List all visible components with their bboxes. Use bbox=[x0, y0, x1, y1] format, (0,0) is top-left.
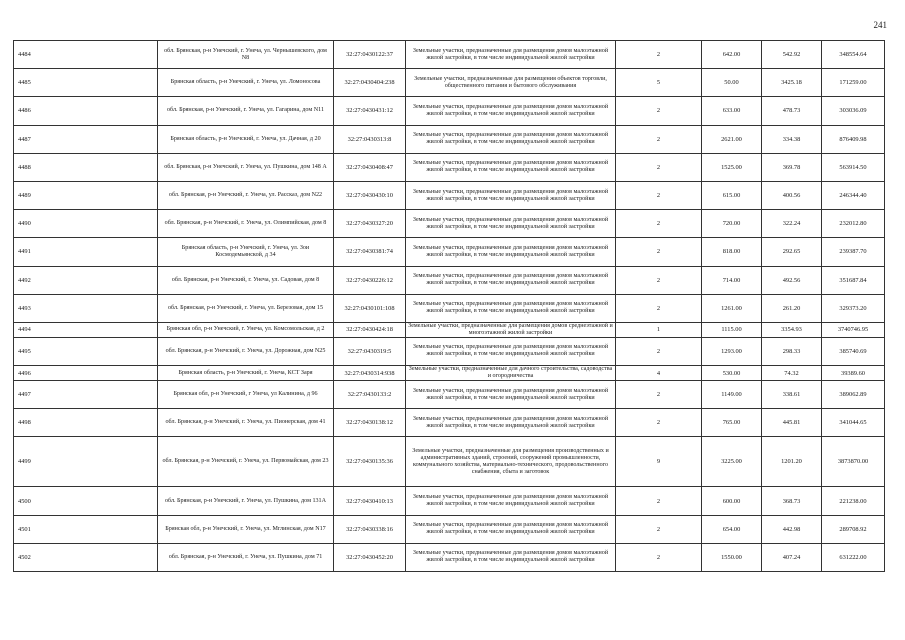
rate-cell: 492.56 bbox=[762, 266, 822, 294]
table-row bbox=[14, 366, 885, 381]
group-cell: 4 bbox=[616, 366, 702, 381]
area-cell: 2621.00 bbox=[702, 125, 762, 153]
row-number: 4500 bbox=[14, 487, 158, 515]
group-cell: 5 bbox=[616, 69, 702, 97]
rate-cell: 368.73 bbox=[762, 487, 822, 515]
value-cell: 289708.92 bbox=[822, 515, 885, 543]
cadastral-number-cell: 32:27:0430135:36 bbox=[334, 437, 406, 487]
group-cell: 1 bbox=[616, 322, 702, 337]
row-number: 4492 bbox=[14, 266, 158, 294]
table-row bbox=[14, 69, 885, 97]
value-cell: 348554.64 bbox=[822, 41, 885, 69]
value-cell: 385740.69 bbox=[822, 337, 885, 365]
land-use-cell: Земельные участки, предназначенные для размещения домов малоэтажной жилой застройки, в том числе индивидуальной жилой застройки bbox=[406, 543, 616, 571]
value-cell: 39389.60 bbox=[822, 366, 885, 381]
rate-cell: 261.20 bbox=[762, 294, 822, 322]
area-cell: 50.00 bbox=[702, 69, 762, 97]
value-cell: 3740746.95 bbox=[822, 322, 885, 337]
area-cell: 1115.00 bbox=[702, 322, 762, 337]
address-cell: обл. Брянская, р-н Унечский, г. Унеча, ул. Гагарина, дом N11 bbox=[158, 97, 334, 125]
value-cell: 876409.98 bbox=[822, 125, 885, 153]
rate-cell: 322.24 bbox=[762, 210, 822, 238]
address-cell: обл. Брянская, р-н Унечский, г. Унеча, ул. Олимпийская, дом 8 bbox=[158, 210, 334, 238]
cadastral-value-table bbox=[13, 40, 885, 572]
land-use-cell: Земельные участки, предназначенные для размещения домов малоэтажной жилой застройки, в том числе индивидуальной жилой застройки bbox=[406, 153, 616, 181]
area-cell: 818.00 bbox=[702, 238, 762, 266]
value-cell: 221238.00 bbox=[822, 487, 885, 515]
table-row bbox=[14, 41, 885, 69]
table-row bbox=[14, 337, 885, 365]
row-number: 4488 bbox=[14, 153, 158, 181]
value-cell: 239387.70 bbox=[822, 238, 885, 266]
rate-cell: 442.98 bbox=[762, 515, 822, 543]
land-use-cell: Земельные участки, предназначенные для размещения домов малоэтажной жилой застройки, в том числе индивидуальной жилой застройки bbox=[406, 97, 616, 125]
group-cell: 2 bbox=[616, 409, 702, 437]
table-row bbox=[14, 266, 885, 294]
group-cell: 2 bbox=[616, 487, 702, 515]
address-cell: обл. Брянская, р-н Унечский, г. Унеча, ул. Рассказ, дом N22 bbox=[158, 181, 334, 209]
value-cell: 3873870.00 bbox=[822, 437, 885, 487]
cadastral-number-cell: 32:27:0430338:16 bbox=[334, 515, 406, 543]
value-cell: 351687.84 bbox=[822, 266, 885, 294]
land-use-cell: Земельные участки, предназначенные для размещения домов малоэтажной жилой застройки, в том числе индивидуальной жилой застройки bbox=[406, 181, 616, 209]
rate-cell: 407.24 bbox=[762, 543, 822, 571]
value-cell: 329373.20 bbox=[822, 294, 885, 322]
group-cell: 2 bbox=[616, 543, 702, 571]
row-number: 4486 bbox=[14, 97, 158, 125]
address-cell: обл. Брянская, р-н Унечский, г. Унеча, ул. Чернышевского, дом N8 bbox=[158, 41, 334, 69]
cadastral-number-cell: 32:27:0430314:938 bbox=[334, 366, 406, 381]
rate-cell: 1201.20 bbox=[762, 437, 822, 487]
group-cell: 2 bbox=[616, 337, 702, 365]
land-use-cell: Земельные участки, предназначенные для размещения домов малоэтажной жилой застройки, в том числе индивидуальной жилой застройки bbox=[406, 125, 616, 153]
value-cell: 232012.80 bbox=[822, 210, 885, 238]
table-row bbox=[14, 238, 885, 266]
address-cell: Брянская область, р-н Унечский, г. Унеча, КСТ Заря bbox=[158, 366, 334, 381]
table-row bbox=[14, 125, 885, 153]
table-row bbox=[14, 487, 885, 515]
row-number: 4497 bbox=[14, 381, 158, 409]
cadastral-number-cell: 32:27:0430133:2 bbox=[334, 381, 406, 409]
rate-cell: 292.65 bbox=[762, 238, 822, 266]
group-cell: 2 bbox=[616, 515, 702, 543]
cadastral-number-cell: 32:27:0430452:20 bbox=[334, 543, 406, 571]
land-use-cell: Земельные участки, предназначенные для размещения домов малоэтажной жилой застройки, в том числе индивидуальной жилой застройки bbox=[406, 381, 616, 409]
address-cell: обл. Брянская, р-н Унечский, г. Унеча, ул. Первомайская, дом 23 bbox=[158, 437, 334, 487]
group-cell: 2 bbox=[616, 125, 702, 153]
value-cell: 303036.09 bbox=[822, 97, 885, 125]
land-use-cell: Земельные участки, предназначенные для размещения домов малоэтажной жилой застройки, в том числе индивидуальной жилой застройки bbox=[406, 41, 616, 69]
row-number: 4484 bbox=[14, 41, 158, 69]
row-number: 4501 bbox=[14, 515, 158, 543]
value-cell: 171259.00 bbox=[822, 69, 885, 97]
address-cell: обл. Брянская, р-н Унечский, г. Унеча, ул. Пушкина, дом 71 bbox=[158, 543, 334, 571]
area-cell: 615.00 bbox=[702, 181, 762, 209]
row-number: 4494 bbox=[14, 322, 158, 337]
address-cell: обл. Брянская, р-н Унечский, г. Унеча, ул. Пушкина, дом 148 А bbox=[158, 153, 334, 181]
land-use-cell: Земельные участки, предназначенные для размещения производственных и административных зданий, строений, сооружений промышленности, коммунального хозяйства, материально-технического, продовольственного снабжения, сбыта и заготовок bbox=[406, 437, 616, 487]
cadastral-number-cell: 32:27:0430381:74 bbox=[334, 238, 406, 266]
group-cell: 2 bbox=[616, 238, 702, 266]
cadastral-number-cell: 32:27:0430430:10 bbox=[334, 181, 406, 209]
group-cell: 2 bbox=[616, 41, 702, 69]
land-use-cell: Земельные участки, предназначенные для размещения домов малоэтажной жилой застройки, в том числе индивидуальной жилой застройки bbox=[406, 409, 616, 437]
address-cell: обл. Брянская, р-н Унечский, г. Унеча, ул. Дорожная, дом N25 bbox=[158, 337, 334, 365]
cadastral-number-cell: 32:27:0430313:8 bbox=[334, 125, 406, 153]
area-cell: 1550.00 bbox=[702, 543, 762, 571]
row-number: 4487 bbox=[14, 125, 158, 153]
rate-cell: 369.78 bbox=[762, 153, 822, 181]
address-cell: обл. Брянская, р-н Унечский, г. Унеча, ул. Пушкина, дом 131А bbox=[158, 487, 334, 515]
group-cell: 2 bbox=[616, 181, 702, 209]
table-row bbox=[14, 437, 885, 487]
table-row bbox=[14, 153, 885, 181]
rate-cell: 445.81 bbox=[762, 409, 822, 437]
rate-cell: 478.73 bbox=[762, 97, 822, 125]
area-cell: 654.00 bbox=[702, 515, 762, 543]
land-use-cell: Земельные участки, предназначенные для дачного строительства, садоводства и огородничества bbox=[406, 366, 616, 381]
rate-cell: 74.32 bbox=[762, 366, 822, 381]
area-cell: 3225.00 bbox=[702, 437, 762, 487]
table-row bbox=[14, 322, 885, 337]
group-cell: 2 bbox=[616, 210, 702, 238]
area-cell: 765.00 bbox=[702, 409, 762, 437]
value-cell: 341044.65 bbox=[822, 409, 885, 437]
rate-cell: 334.38 bbox=[762, 125, 822, 153]
row-number: 4495 bbox=[14, 337, 158, 365]
row-number: 4493 bbox=[14, 294, 158, 322]
land-use-cell: Земельные участки, предназначенные для размещения домов малоэтажной жилой застройки, в том числе индивидуальной жилой застройки bbox=[406, 210, 616, 238]
land-use-cell: Земельные участки, предназначенные для размещения объектов торговли, общественного питания и бытового обслуживания bbox=[406, 69, 616, 97]
land-use-cell: Земельные участки, предназначенные для размещения домов малоэтажной жилой застройки, в том числе индивидуальной жилой застройки bbox=[406, 294, 616, 322]
land-use-cell: Земельные участки, предназначенные для размещения домов малоэтажной жилой застройки, в том числе индивидуальной жилой застройки bbox=[406, 337, 616, 365]
table-row bbox=[14, 543, 885, 571]
cadastral-number-cell: 32:27:0430408:47 bbox=[334, 153, 406, 181]
rate-cell: 3425.18 bbox=[762, 69, 822, 97]
row-number: 4496 bbox=[14, 366, 158, 381]
land-use-cell: Земельные участки, предназначенные для размещения домов малоэтажной жилой застройки, в том числе индивидуальной жилой застройки bbox=[406, 238, 616, 266]
group-cell: 2 bbox=[616, 97, 702, 125]
value-cell: 563914.50 bbox=[822, 153, 885, 181]
cadastral-number-cell: 32:27:0430101:108 bbox=[334, 294, 406, 322]
address-cell: Брянская область, р-н Унечский, г. Унеча, ул. Зои Космодемьянской, д 34 bbox=[158, 238, 334, 266]
group-cell: 2 bbox=[616, 381, 702, 409]
table-row bbox=[14, 409, 885, 437]
table-row bbox=[14, 181, 885, 209]
area-cell: 1149.00 bbox=[702, 381, 762, 409]
row-number: 4490 bbox=[14, 210, 158, 238]
row-number: 4502 bbox=[14, 543, 158, 571]
value-cell: 389062.89 bbox=[822, 381, 885, 409]
group-cell: 2 bbox=[616, 266, 702, 294]
group-cell: 9 bbox=[616, 437, 702, 487]
value-cell: 246344.40 bbox=[822, 181, 885, 209]
address-cell: обл. Брянская, р-н Унечский, г. Унеча, ул. Садовая, дом 8 bbox=[158, 266, 334, 294]
cadastral-number-cell: 32:27:0430410:13 bbox=[334, 487, 406, 515]
area-cell: 1525.00 bbox=[702, 153, 762, 181]
area-cell: 642.00 bbox=[702, 41, 762, 69]
table-row bbox=[14, 97, 885, 125]
cadastral-number-cell: 32:27:0430226:12 bbox=[334, 266, 406, 294]
address-cell: Брянская область, р-н Унечский, г. Унеча, ул. Ломоносова bbox=[158, 69, 334, 97]
rate-cell: 400.56 bbox=[762, 181, 822, 209]
address-cell: Брянская обл, р-н Унечский, г Унеча, ул Калинина, д 96 bbox=[158, 381, 334, 409]
address-cell: обл. Брянская, р-н Унечский, г. Унеча, ул. Пионерская, дом 41 bbox=[158, 409, 334, 437]
group-cell: 2 bbox=[616, 153, 702, 181]
table-row bbox=[14, 210, 885, 238]
group-cell: 2 bbox=[616, 294, 702, 322]
address-cell: Брянская область, р-н Унечский, г. Унеча, ул. Дачная, д 20 bbox=[158, 125, 334, 153]
address-cell: Брянская обл, р-н Унечский, г. Унеча, ул. Комсомольская, д 2 bbox=[158, 322, 334, 337]
table-row bbox=[14, 294, 885, 322]
table-row bbox=[14, 381, 885, 409]
area-cell: 530.00 bbox=[702, 366, 762, 381]
area-cell: 600.00 bbox=[702, 487, 762, 515]
area-cell: 633.00 bbox=[702, 97, 762, 125]
value-cell: 631222.00 bbox=[822, 543, 885, 571]
area-cell: 714.00 bbox=[702, 266, 762, 294]
cadastral-number-cell: 32:27:0430431:12 bbox=[334, 97, 406, 125]
land-use-cell: Земельные участки, предназначенные для размещения домов малоэтажной жилой застройки, в том числе индивидуальной жилой застройки bbox=[406, 487, 616, 515]
cadastral-number-cell: 32:27:0430138:12 bbox=[334, 409, 406, 437]
cadastral-number-cell: 32:27:0430424:18 bbox=[334, 322, 406, 337]
rate-cell: 298.33 bbox=[762, 337, 822, 365]
address-cell: Брянская обл, р-н Унечский, г. Унеча, ул. Мглинская, дом N17 bbox=[158, 515, 334, 543]
cadastral-number-cell: 32:27:0430404:238 bbox=[334, 69, 406, 97]
rate-cell: 542.92 bbox=[762, 41, 822, 69]
row-number: 4485 bbox=[14, 69, 158, 97]
cadastral-number-cell: 32:27:0430319:5 bbox=[334, 337, 406, 365]
land-use-cell: Земельные участки, предназначенные для размещения домов малоэтажной жилой застройки, в том числе индивидуальной жилой застройки bbox=[406, 515, 616, 543]
area-cell: 720.00 bbox=[702, 210, 762, 238]
rate-cell: 3354.93 bbox=[762, 322, 822, 337]
land-use-cell: Земельные участки, предназначенные для размещения домов среднеэтажной и многоэтажной жилой застройки bbox=[406, 322, 616, 337]
row-number: 4491 bbox=[14, 238, 158, 266]
land-use-cell: Земельные участки, предназначенные для размещения домов малоэтажной жилой застройки, в том числе индивидуальной жилой застройки bbox=[406, 266, 616, 294]
table-row bbox=[14, 515, 885, 543]
row-number: 4499 bbox=[14, 437, 158, 487]
area-cell: 1293.00 bbox=[702, 337, 762, 365]
area-cell: 1261.00 bbox=[702, 294, 762, 322]
cadastral-number-cell: 32:27:0430327:20 bbox=[334, 210, 406, 238]
address-cell: обл. Брянская, р-н Унечский, г. Унеча, ул. Березовая, дом 15 bbox=[158, 294, 334, 322]
page-number: 241 bbox=[873, 20, 887, 30]
cadastral-number-cell: 32:27:0430122:37 bbox=[334, 41, 406, 69]
row-number: 4489 bbox=[14, 181, 158, 209]
rate-cell: 338.61 bbox=[762, 381, 822, 409]
row-number: 4498 bbox=[14, 409, 158, 437]
